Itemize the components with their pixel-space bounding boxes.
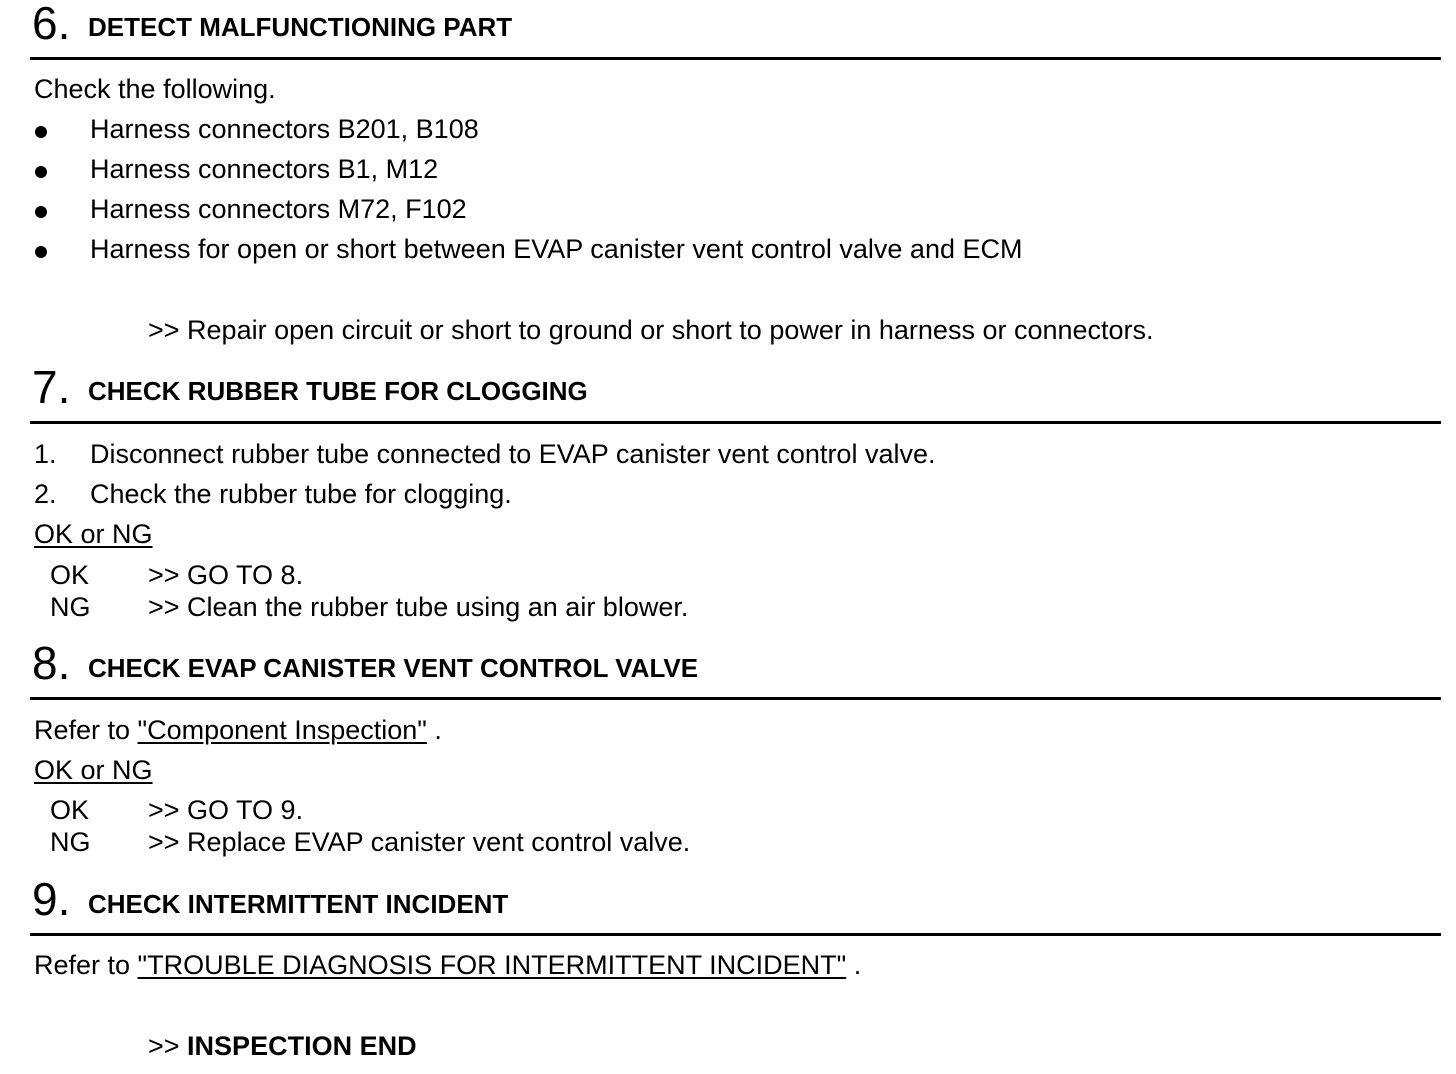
step-8-title: CHECK EVAP CANISTER VENT CONTROL VALVE — [88, 653, 699, 683]
ok-label: OK — [50, 560, 90, 590]
ok-action: >> GO TO 8. — [148, 560, 304, 590]
step-9-title: CHECK INTERMITTENT INCIDENT — [88, 889, 509, 919]
list-item: Check the rubber tube for clogging. — [90, 479, 512, 509]
bullet-icon — [35, 246, 47, 258]
list-item-number: 1. — [34, 439, 57, 469]
step-7-divider — [30, 421, 1441, 424]
step-8-number: 8. — [32, 637, 71, 689]
ng-action: >> Clean the rubber tube using an air blower. — [148, 592, 689, 622]
bullet-item: Harness connectors M72, F102 — [90, 194, 467, 224]
ng-action: >> Replace EVAP canister vent control valve. — [148, 827, 691, 857]
bullet-icon — [35, 206, 47, 218]
step-6-result: >> Repair open circuit or short to ground or short to power in harness or connectors. — [148, 315, 1154, 345]
step-9-divider — [30, 933, 1441, 936]
component-inspection-link[interactable]: "Component Inspection" — [137, 715, 427, 745]
ng-label: NG — [50, 592, 91, 622]
refer-suffix: . — [426, 715, 442, 745]
refer-line — [34, 714, 442, 746]
inspection-end — [148, 1030, 417, 1062]
refer-suffix: . — [846, 950, 862, 980]
ok-action: >> GO TO 9. — [148, 795, 304, 825]
intermittent-incident-link[interactable]: "TROUBLE DIAGNOSIS FOR INTERMITTENT INCIDENT" — [137, 950, 847, 980]
step-6-number: 6. — [32, 0, 71, 49]
bullet-item: Harness for open or short between EVAP canister vent control valve and ECM — [90, 234, 1023, 264]
step-7-title: CHECK RUBBER TUBE FOR CLOGGING — [88, 376, 588, 406]
step-7-number: 7. — [32, 361, 71, 413]
ng-label: NG — [50, 827, 91, 857]
refer-prefix: Refer to — [34, 715, 138, 745]
step-6-title: DETECT MALFUNCTIONING PART — [88, 12, 513, 42]
bullet-icon — [35, 126, 47, 138]
bullet-icon — [35, 166, 47, 178]
list-item-number: 2. — [34, 479, 57, 509]
refer-line — [34, 949, 861, 981]
inspection-end-text: INSPECTION END — [187, 1031, 417, 1061]
bullet-item: Harness connectors B1, M12 — [90, 154, 439, 184]
ok-or-ng-heading: OK or NG — [34, 755, 153, 785]
step-9-number: 9. — [32, 873, 71, 925]
ok-label: OK — [50, 795, 90, 825]
bullet-item: Harness connectors B201, B108 — [90, 114, 479, 144]
inspection-end-prefix: >> — [148, 1031, 188, 1061]
list-item: Disconnect rubber tube connected to EVAP canister vent control valve. — [90, 439, 936, 469]
refer-prefix: Refer to — [34, 950, 138, 980]
step-6-intro: Check the following. — [34, 74, 276, 104]
ok-or-ng-heading: OK or NG — [34, 519, 153, 549]
step-6-divider — [30, 57, 1441, 60]
step-8-divider — [30, 697, 1441, 700]
